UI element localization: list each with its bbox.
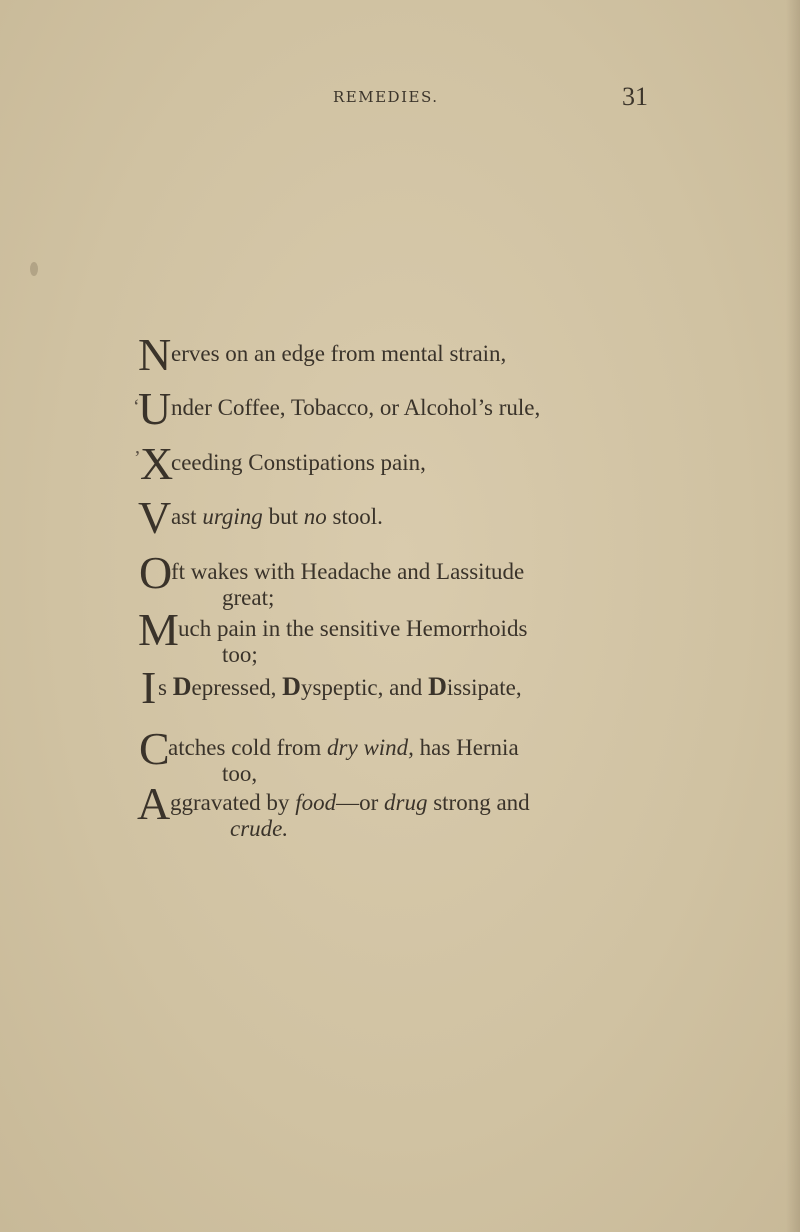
line-text: ggravated by food—or drug strong and (170, 790, 530, 815)
drop-initial: C (139, 723, 170, 774)
drop-initial: U (138, 383, 172, 434)
page-blot (30, 262, 38, 276)
line-continuation: too; (222, 642, 258, 667)
running-head (0, 82, 800, 112)
stray-mark: ‘ (133, 396, 140, 418)
line-text: ceeding Constipations pain, (171, 450, 426, 475)
stray-mark: ’ (134, 447, 141, 469)
drop-initial: X (140, 438, 174, 489)
drop-initial: A (137, 778, 171, 829)
line-text: uch pain in the sensitive Hemorrhoids (178, 616, 528, 641)
line-continuation: too, (222, 761, 258, 786)
line-continuation: great; (222, 585, 275, 610)
line-text: erves on an edge from mental strain, (171, 341, 507, 366)
page-edge-shadow (786, 0, 800, 1232)
line-continuation: crude. (230, 816, 289, 841)
running-title: REMEDIES. (333, 88, 439, 106)
line-text: ast urging but no stool. (171, 504, 383, 529)
drop-initial: O (139, 547, 173, 598)
line-text: atches cold from dry wind, has Hernia (168, 735, 519, 760)
drop-initial: M (138, 604, 179, 655)
drop-initial: N (138, 329, 172, 380)
drop-initial: V (138, 492, 172, 543)
line-text: nder Coffee, Tobacco, or Alcohol’s rule, (171, 395, 541, 420)
line-text: ft wakes with Headache and Lassitude (171, 559, 525, 584)
drop-initial: I (141, 662, 157, 713)
line-text: s Depressed, Dyspeptic, and Dissipate, (158, 672, 522, 701)
page-number: 31 (622, 82, 648, 111)
